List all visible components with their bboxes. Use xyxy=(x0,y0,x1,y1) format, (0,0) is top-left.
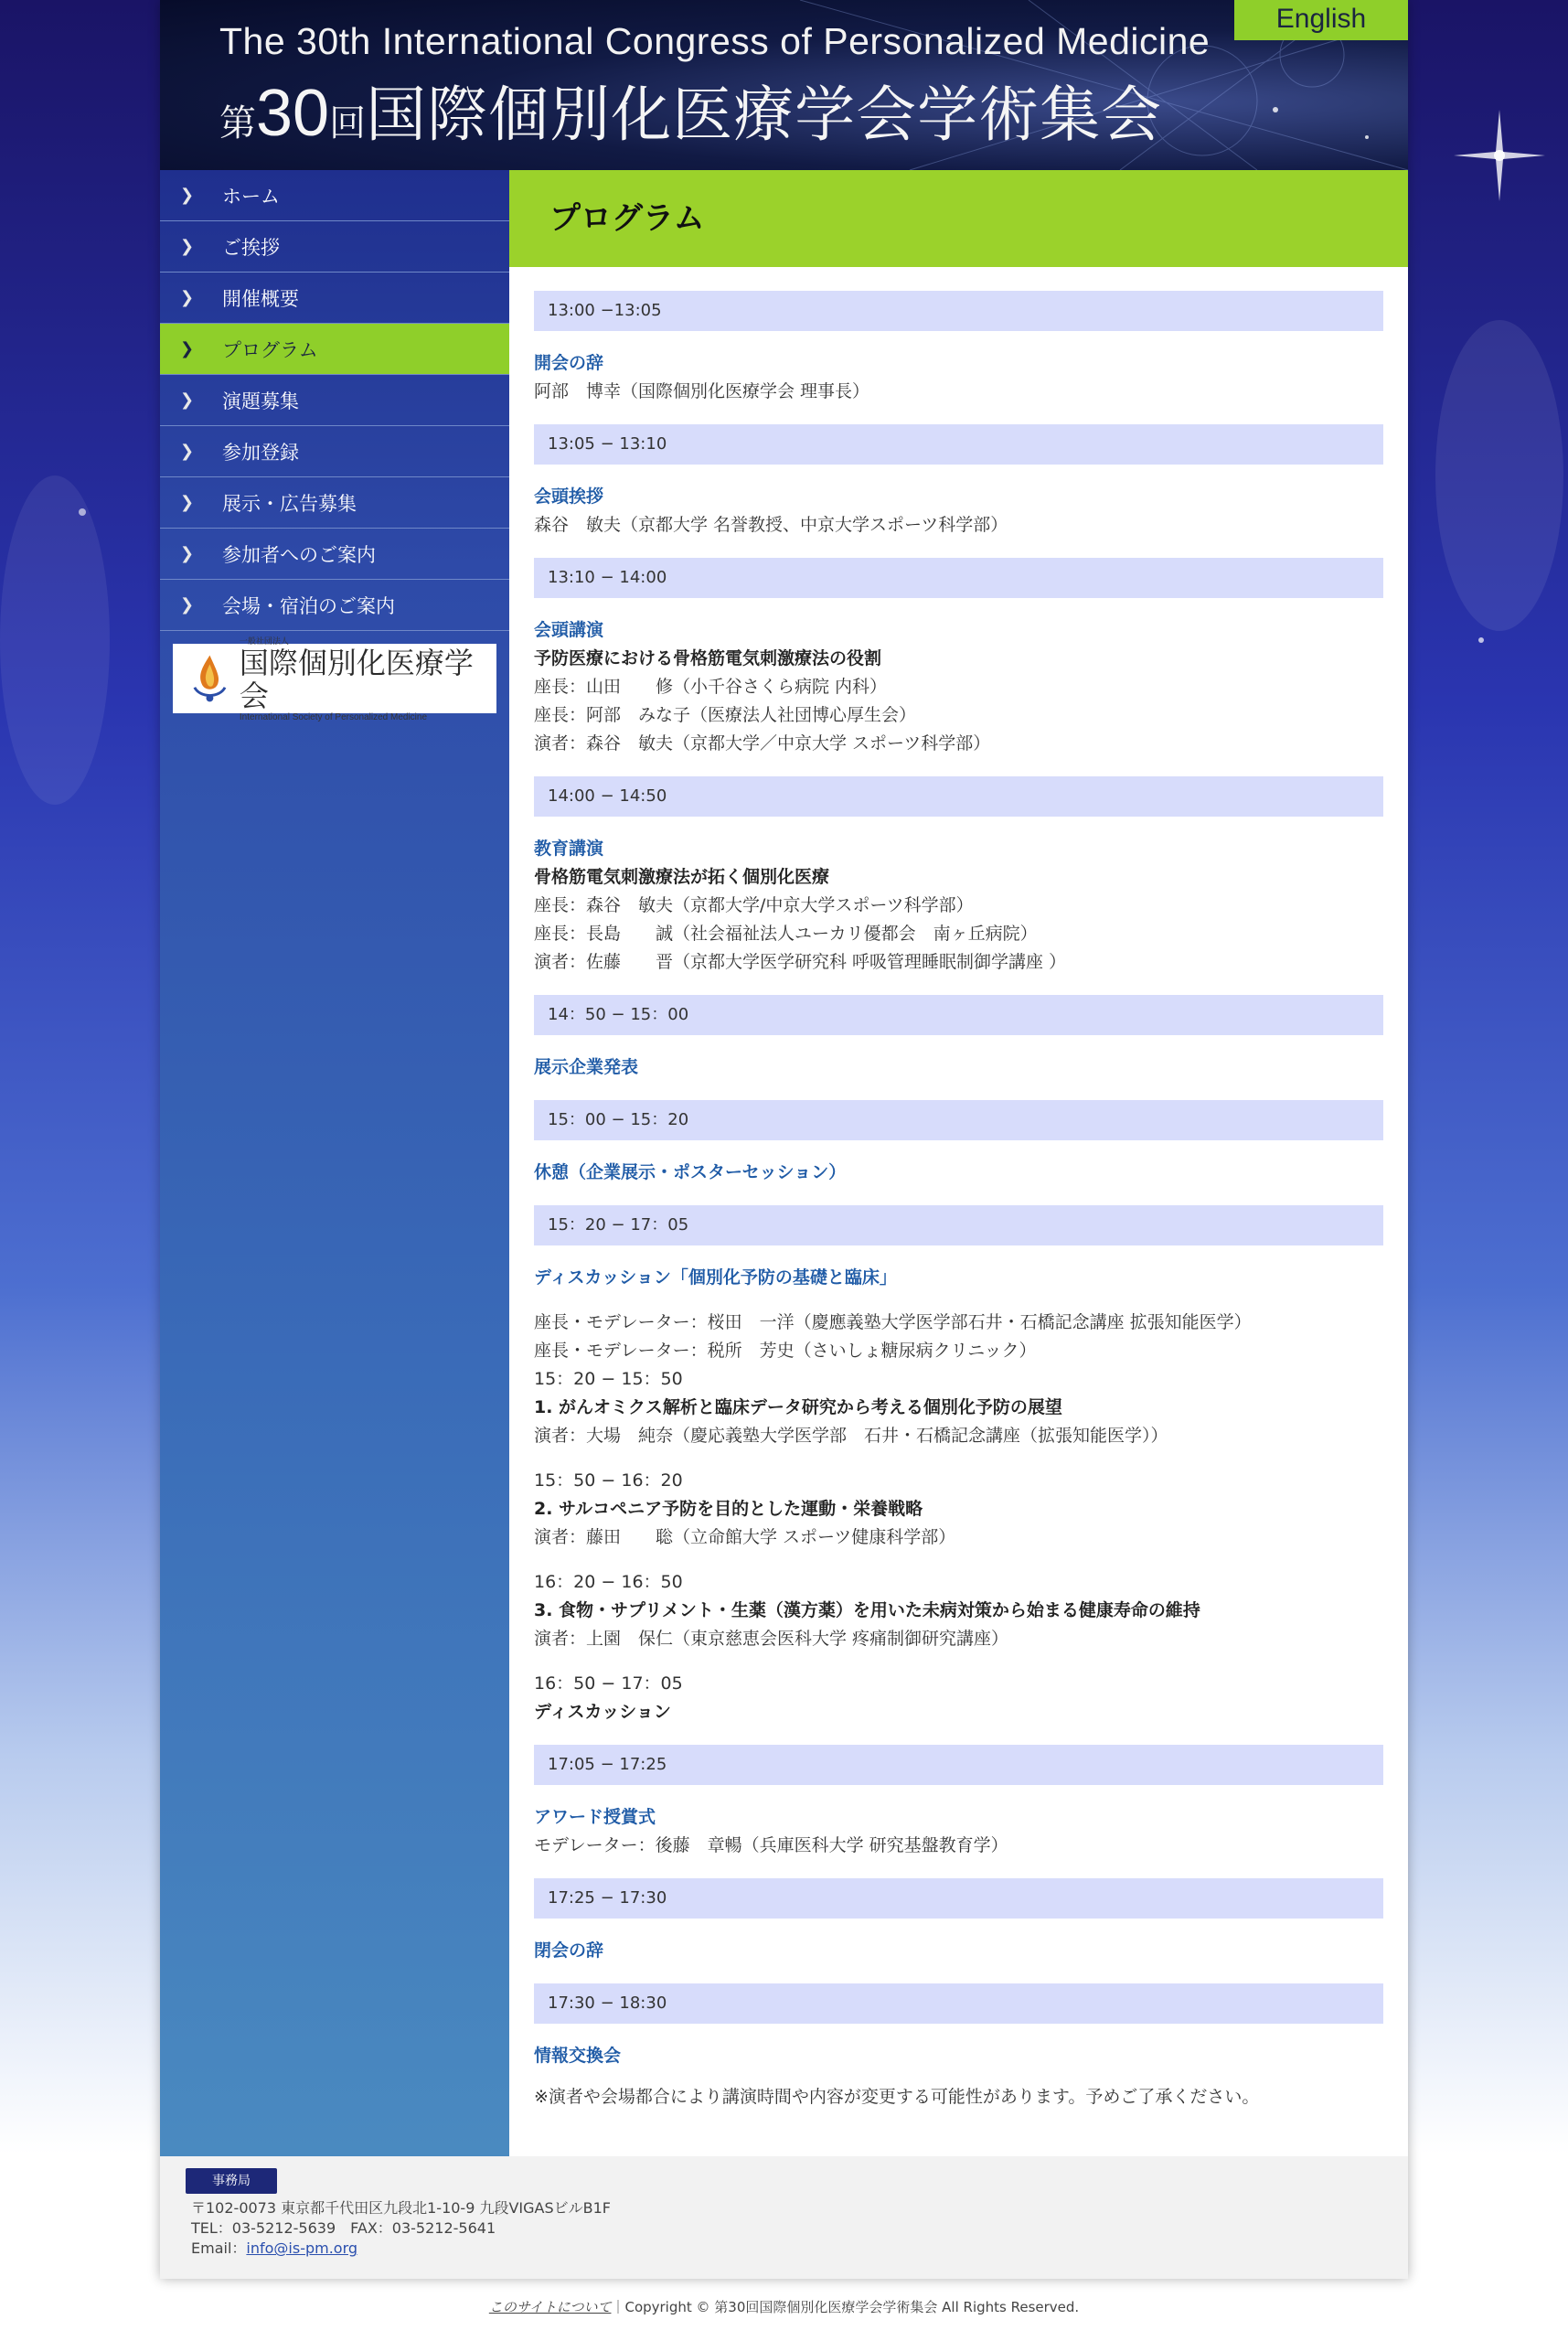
chevron-right-icon: ❯ xyxy=(180,186,195,205)
chevron-right-icon: ❯ xyxy=(180,442,195,461)
time-bar: 13:05 − 13:10 xyxy=(534,424,1383,465)
about-site-link[interactable]: このサイトについて xyxy=(488,2299,612,2315)
sidebar-item-greeting[interactable] xyxy=(160,221,509,273)
sidebar-item-overview[interactable] xyxy=(160,273,509,324)
congress-title-japanese xyxy=(219,66,1162,153)
congress-title-english: The 30th International Congress of Personalized Medicine xyxy=(219,20,1211,62)
session-line: 座長：阿部 みな子（医療法人社団博心厚生会） xyxy=(534,705,917,725)
chevron-right-icon: ❯ xyxy=(180,595,195,615)
chevron-right-icon: ❯ xyxy=(180,544,195,563)
talk-title: 2. サルコペニア予防を目的とした運動・栄養戦略 xyxy=(534,1499,923,1519)
schedule-change-note: ※演者や会場都合により講演時間や内容が変更する可能性があります。予めご了承ください。 xyxy=(534,2087,1260,2107)
program-list xyxy=(509,267,1408,2111)
moderator-line: 座長・モデレーター：税所 芳史（さいしょ糖尿病クリニック） xyxy=(534,1341,1037,1361)
site-footer xyxy=(160,2156,1408,2279)
session-opening xyxy=(534,349,1383,406)
time-bar: 14:00 − 14:50 xyxy=(534,776,1383,817)
time-bar: 17:05 − 17:25 xyxy=(534,1745,1383,1785)
sidebar-item-venue[interactable] xyxy=(160,580,509,631)
session-title: 休憩（企業展示・ポスターセッション） xyxy=(534,1162,847,1182)
session-title: ディスカッション「個別化予防の基礎と臨床」 xyxy=(534,1267,897,1288)
session-title: 会頭講演 xyxy=(534,620,604,640)
email-label: Email： xyxy=(191,2239,247,2257)
session-exhibitor-presentation xyxy=(534,1053,1383,1082)
sidebar-item-registration[interactable] xyxy=(160,426,509,477)
office-address: 〒102-0073 東京都千代田区九段北1-10-9 九段VIGASビルB1F xyxy=(191,2199,611,2217)
talk-speaker: 演者：大場 純奈（慶応義塾大学医学部 石井・石橋記念講座（拡張知能医学）） xyxy=(534,1426,1168,1446)
chevron-right-icon: ❯ xyxy=(180,493,195,512)
session-discussion xyxy=(534,1264,1383,1726)
time-bar: 13:00 −13:05 xyxy=(534,291,1383,331)
title-prefix: 第 xyxy=(219,102,256,144)
title-counter: 回 xyxy=(329,102,367,144)
main-content xyxy=(509,170,1408,2156)
sidebar-item-label: 参加者へのご案内 xyxy=(222,543,376,566)
logo-society-name: 国際個別化医療学会 xyxy=(239,646,474,713)
sidebar-nav xyxy=(160,170,509,2156)
session-educational-lecture xyxy=(534,835,1383,977)
copyright-bar xyxy=(0,2297,1568,2316)
talk-time: 15：50 − 16：20 xyxy=(534,1470,683,1491)
sidebar-item-label: 展示・広告募集 xyxy=(222,492,357,515)
title-number: 30 xyxy=(256,77,330,150)
session-title: 開会の辞 xyxy=(534,353,604,373)
sidebar-item-label: 参加登録 xyxy=(222,441,299,464)
sidebar-item-label: 開催概要 xyxy=(222,287,299,310)
session-title: 展示企業発表 xyxy=(534,1057,639,1077)
english-language-button[interactable]: English xyxy=(1234,0,1408,40)
sidebar-item-attendee-guide[interactable] xyxy=(160,529,509,580)
chevron-right-icon: ❯ xyxy=(180,237,195,256)
session-line: 森谷 敏夫（京都大学 名誉教授、中京大学スポーツ科学部） xyxy=(534,515,1008,535)
talk-title: 1. がんオミクス解析と臨床データ研究から考える個別化予防の展望 xyxy=(534,1397,1062,1417)
session-title: 会頭挨拶 xyxy=(534,486,604,507)
session-line: 阿部 博幸（国際個別化医療学会 理事長） xyxy=(534,381,870,401)
logo-english-name: International Society of Personalized Medicine xyxy=(239,712,428,722)
time-bar: 17:30 − 18:30 xyxy=(534,1983,1383,2024)
talk-time: 16：20 − 16：50 xyxy=(534,1572,683,1592)
office-badge: 事務局 xyxy=(186,2168,277,2194)
session-award xyxy=(534,1803,1383,1860)
session-line: 座長：森谷 敏夫（京都大学/中京大学スポーツ科学部） xyxy=(534,895,974,915)
talk-title: 3. 食物・サプリメント・生薬（漢方薬）を用いた未病対策から始まる健康寿命の維持 xyxy=(534,1600,1200,1620)
copyright-text: ｜Copyright © 第30回国際個別化医療学会学術集会 All Rights Reserved. xyxy=(611,2299,1080,2315)
session-line: 演者：佐藤 晋（京都大学医学研究科 呼吸管理睡眠制御学講座 ） xyxy=(534,952,1067,972)
society-emblem-icon xyxy=(189,651,230,706)
session-subtitle: 骨格筋電気刺激療法が拓く個別化医療 xyxy=(534,867,830,887)
moderator-line: 座長・モデレーター：桜田 一洋（慶應義塾大学医学部石井・石橋記念講座 拡張知能医学） xyxy=(534,1312,1252,1332)
email-link[interactable]: info@is-pm.org xyxy=(246,2239,358,2257)
time-bar: 14：50 − 15：00 xyxy=(534,995,1383,1035)
site-header xyxy=(160,0,1408,170)
sidebar-item-home[interactable] xyxy=(160,170,509,221)
time-bar: 15：00 − 15：20 xyxy=(534,1100,1383,1140)
session-networking xyxy=(534,2042,1383,2111)
chevron-right-icon: ❯ xyxy=(180,390,195,410)
session-line: 演者：森谷 敏夫（京都大学／中京大学 スポーツ科学部） xyxy=(534,733,991,754)
sidebar-item-label: ご挨拶 xyxy=(222,236,280,259)
society-logo-banner[interactable] xyxy=(173,637,496,722)
session-closing xyxy=(534,1937,1383,1965)
session-title: アワード授賞式 xyxy=(534,1807,656,1827)
sidebar-item-abstracts[interactable] xyxy=(160,375,509,426)
sidebar-item-label: ホーム xyxy=(222,185,280,208)
session-title: 教育講演 xyxy=(534,839,604,859)
office-contact xyxy=(191,2198,611,2259)
time-bar: 13:10 − 14:00 xyxy=(534,558,1383,598)
sidebar-item-label: 演題募集 xyxy=(222,390,299,412)
talk-time: 16：50 − 17：05 xyxy=(534,1673,683,1694)
logo-small-text: 一般社団法人 xyxy=(239,637,289,647)
session-line: 座長：山田 修（小千谷さくら病院 内科） xyxy=(534,677,888,697)
time-bar: 17:25 − 17:30 xyxy=(534,1878,1383,1919)
time-bar: 15：20 − 17：05 xyxy=(534,1205,1383,1245)
talk-speaker: 演者：上園 保仁（東京慈恵会医科大学 疼痛制御研究講座） xyxy=(534,1629,1009,1649)
session-president-greeting xyxy=(534,483,1383,540)
chevron-right-icon: ❯ xyxy=(180,339,195,358)
sidebar-item-label: 会場・宿泊のご案内 xyxy=(222,594,395,617)
office-tel-fax: TEL：03-5212-5639 FAX：03-5212-5641 xyxy=(191,2219,496,2237)
session-title: 閉会の辞 xyxy=(534,1940,604,1961)
chevron-right-icon: ❯ xyxy=(180,288,195,307)
sidebar-item-program[interactable] xyxy=(160,324,509,375)
session-subtitle: 予防医療における骨格筋電気刺激療法の役割 xyxy=(534,648,882,668)
session-line: モデレーター：後藤 章暢（兵庫医科大学 研究基盤教育学） xyxy=(534,1835,1008,1855)
sidebar-item-exhibition[interactable] xyxy=(160,477,509,529)
page-title: プログラム xyxy=(509,170,1408,267)
sidebar-item-label: プログラム xyxy=(222,338,318,361)
session-title: 情報交換会 xyxy=(534,2046,622,2066)
title-main: 国際個別化医療学会学術集会 xyxy=(366,80,1163,150)
talk-speaker: 演者：藤田 聡（立命館大学 スポーツ健康科学部） xyxy=(534,1527,956,1547)
talk-time: 15：20 − 15：50 xyxy=(534,1369,683,1389)
session-president-lecture xyxy=(534,616,1383,758)
session-break xyxy=(534,1159,1383,1187)
page-container xyxy=(160,0,1408,2279)
session-line: 座長：長島 誠（社会福祉法人ユーカリ優都会 南ヶ丘病院） xyxy=(534,924,1038,944)
talk-title: ディスカッション xyxy=(534,1702,671,1722)
